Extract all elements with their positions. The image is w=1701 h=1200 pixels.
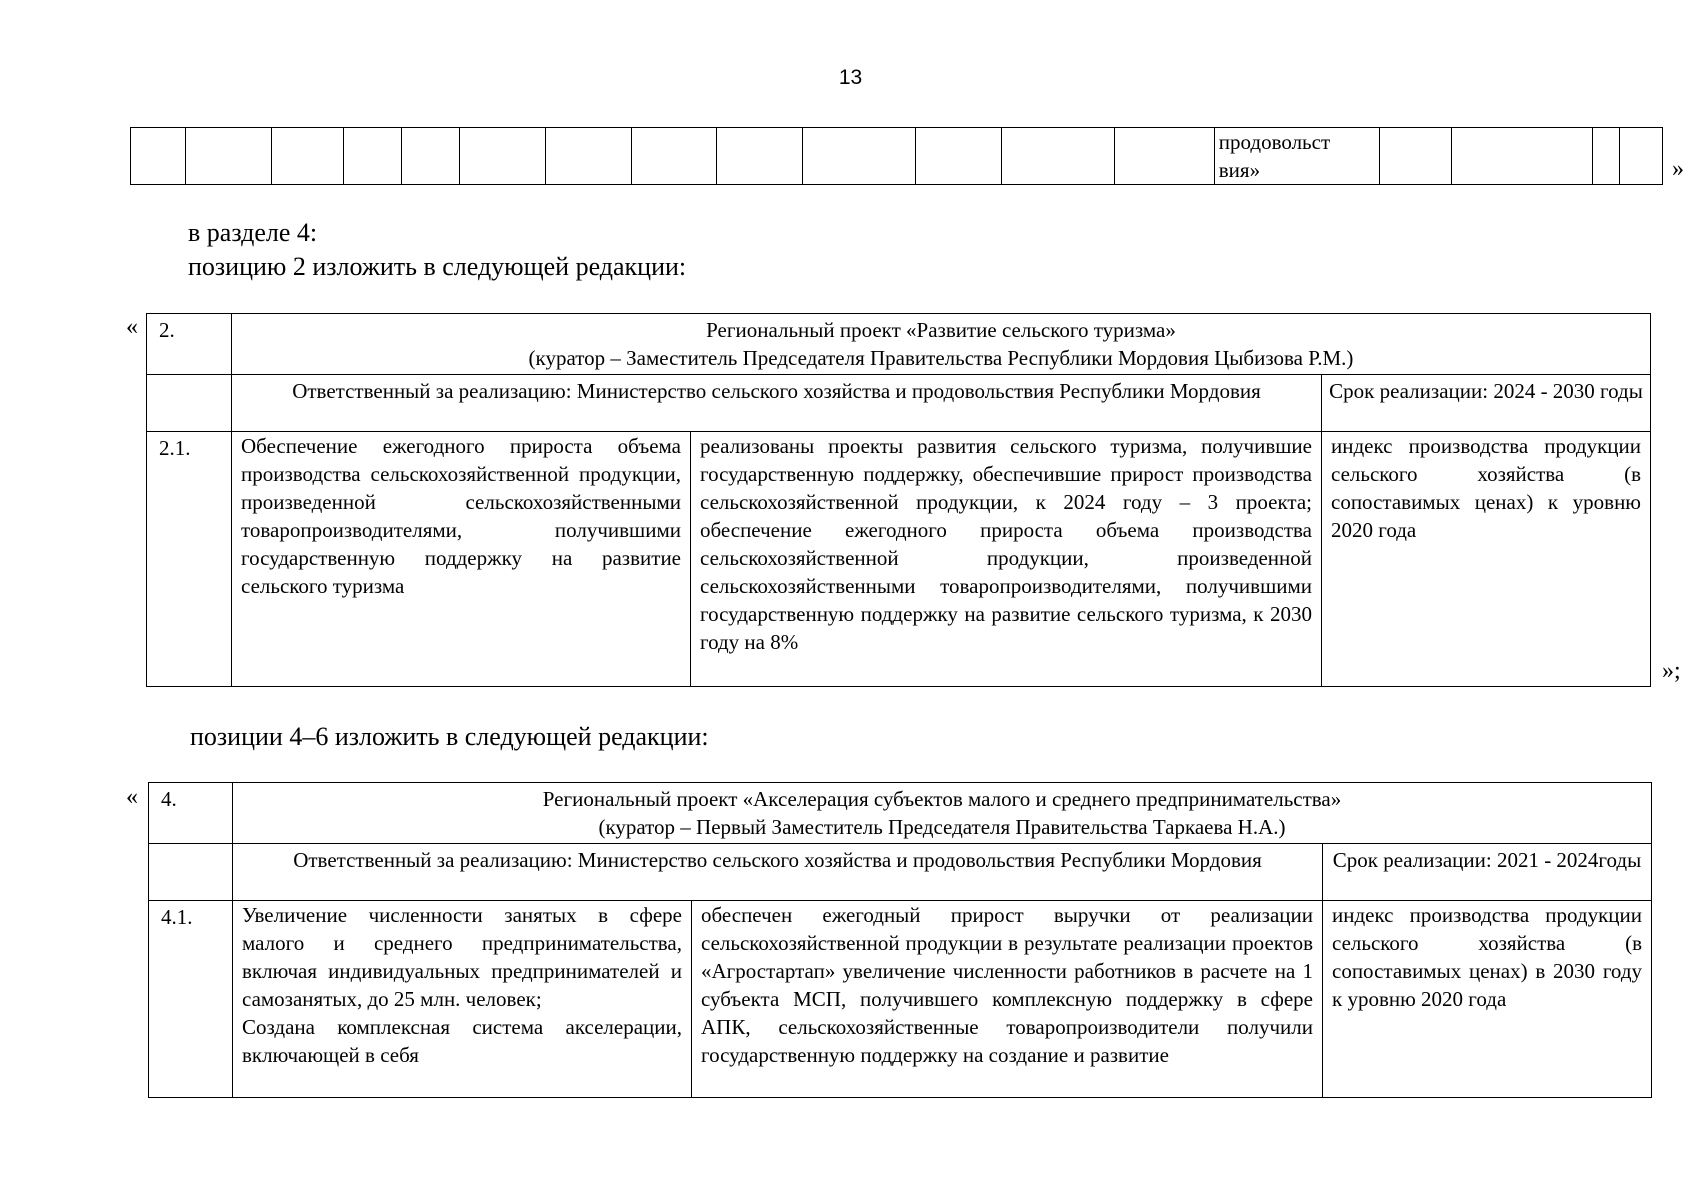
opening-quote-mark: « [126,784,138,810]
implementation-period: Срок реализации: 2021 - 2024годы [1323,844,1652,901]
responsible-executor: Ответственный за реализацию: Министерство сельского хозяйства и продовольствия Республики Мордовия [232,375,1322,432]
table-cell: продовольст вия» [1214,128,1379,185]
page-number: 13 [838,66,863,89]
indicator-cell: индекс производства продукции сельского хозяйства (в сопоставимых ценах) в 2030 году к уровню 2020 года [1323,901,1652,1098]
instruction-text: позиции 4–6 изложить в следующей редакции: [190,722,709,751]
instruction-text: позицию 2 изложить в следующей редакции: [188,252,687,281]
result-cell: обеспечен ежегодный прирост выручки от реализации сельскохозяйственной продукции в результате реализации проектов «Агростартап» увеличение численности работников в расчете на 1 субъекта МСП, получившего комплексную поддержку в сфере АПК, сельскохозяйственные товаропроизводители получили государственную поддержку на создание и развитие [692,901,1323,1098]
table-row [149,901,1652,1098]
table-row [149,783,1652,844]
table-row [147,314,1651,375]
project-table-4 [148,782,1652,1098]
implementation-period: Срок реализации: 2024 - 2030 годы [1322,375,1651,432]
result-cell: реализованы проекты развития сельского туризма, получившие государственную поддержку, обеспечившие прирост производства сельскохозяйственной продукции, к 2024 году – 3 проекта; обеспечение ежегодного прироста объема производства сельскохозяйственной продукции, произведенной сельскохозяйственными товаропроизводителями, получившими государственную поддержку на развитие сельского туризма, к 2030 году на 8% [691,432,1322,687]
table-row [147,432,1651,687]
table-row [131,128,1663,185]
project-title: Региональный проект «Акселерация субъектов малого и среднего предпринимательства» (куратор – Первый Заместитель Председателя Правительства Таркаева Н.А.) [233,783,1652,844]
section-reference: в разделе 4: [188,218,318,247]
project-title: Региональный проект «Развитие сельского туризма» (куратор – Заместитель Председателя Правительства Республики Мордовия Цыбизова Р.М.) [232,314,1651,375]
closing-quote-mark: » [1672,156,1684,182]
project-table-2 [146,313,1651,687]
responsible-executor: Ответственный за реализацию: Министерство сельского хозяйства и продовольствия Республики Мордовия [233,844,1323,901]
indicator-cell: индекс производства продукции сельского хозяйства (в сопоставимых ценах) к уровню 2020 года [1322,432,1651,687]
continuation-table [130,127,1663,185]
opening-quote-mark: « [126,314,138,340]
closing-quote-mark: »; [1662,658,1681,684]
task-cell: Увеличение численности занятых в сфере малого и среднего предпринимательства, включая индивидуальных предпринимателей и самозанятых, до 25 млн. человек; Создана комплексная система акселерации, включающей в себя [233,901,692,1098]
table-row [149,844,1652,901]
row-number: 4. [149,783,233,844]
row-number: 2.1. [147,432,232,687]
row-number: 2. [147,314,232,375]
table-row [147,375,1651,432]
row-number: 4.1. [149,901,233,1098]
task-cell: Обеспечение ежегодного прироста объема производства сельскохозяйственной продукции, произведенной сельскохозяйственными товаропроизводителями, получившими государственную поддержку на развитие сельского туризма [232,432,691,687]
